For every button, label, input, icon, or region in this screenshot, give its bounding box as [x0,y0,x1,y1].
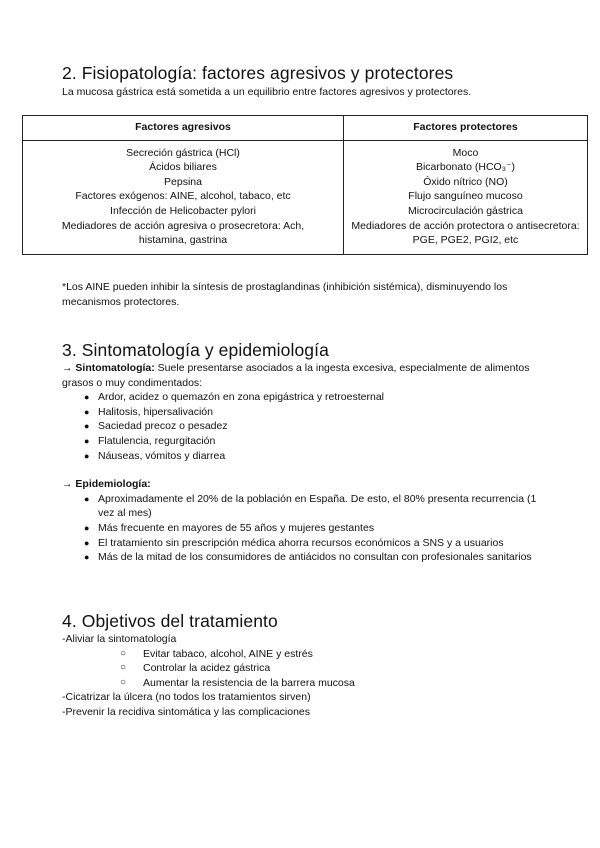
agresivo-item: Mediadores de acción agresiva o prosecretora: Ach, histamina, gastrina [61,219,305,247]
bullet-icon: ● [84,522,90,533]
agresivo-item: Pepsina [164,175,202,188]
bullet-icon: ● [84,450,90,461]
sintomatologia-label: Sintomatología: [75,362,155,374]
section-3-title: 3. Sintomatología y epidemiología [62,340,329,360]
list-item [62,390,552,405]
objective-1: -Aliviar la sintomatología [62,633,177,645]
table-header-row [23,116,588,141]
objective-3: -Prevenir la recidiva sintomática y las complicaciones [62,705,311,718]
agresivo-item: Secreción gástrica (HCl) [126,146,240,159]
symptom-list [62,390,552,463]
protector-item: Bicarbonato (HCO₃⁻) [415,161,516,174]
list-item [62,661,552,676]
protector-item: Moco [452,146,479,159]
table-body-row [23,140,588,254]
agresivo-item: Infección de Helicobacter pylori [110,204,256,217]
list-item-text: Más de la mitad de los consumidores de antiácidos no consultan con profesionales sanitarios [98,551,532,564]
list-item [62,536,552,551]
agresivos-cell [23,140,344,254]
list-item-text: Náuseas, vómitos y diarrea [98,449,226,462]
protector-item: Mediadores de acción protectora o antisecretora: PGE, PGE2, PGI2, etc [351,219,580,247]
aine-note: *Los AINE pueden inhibir la síntesis de prostaglandinas (inhibición sistémica), disminuyendo los mecanismos protectores. [62,281,508,308]
list-item-text: Aproximadamente el 20% de la población en España. De esto, el 80% presenta recurrencia (1 vez al mes) [98,492,537,520]
section-2-title: 2. Fisiopatología: factores agresivos y protectores [62,63,454,83]
arrow-icon: → [62,362,76,374]
agresivo-item: Factores exógenos: AINE, alcohol, tabaco, etc [75,190,291,203]
protector-item: Flujo sanguíneo mucoso [408,190,523,203]
protector-item: Óxido nítrico (NO) [423,175,508,188]
list-item-text: Más frecuente en mayores de 55 años y mujeres gestantes [98,521,375,534]
list-item [62,434,552,449]
list-item [62,521,552,536]
list-item-text: Controlar la acidez gástrica [143,662,271,675]
section-2 [62,62,542,100]
bullet-icon: ● [84,435,90,446]
list-item-text: Evitar tabaco, alcohol, AINE y estrés [143,647,313,660]
sintomatologia-paragraph [62,361,552,390]
epidemiologia-paragraph [62,477,552,492]
list-item [62,492,552,521]
bullet-icon: ● [84,537,90,548]
list-item [62,647,552,662]
list-item-text: Saciedad precoz o pesadez [98,420,228,433]
protectores-cell [344,140,588,254]
arrow-icon: → [62,478,76,491]
sintomatologia-text: Suele presentarse asociados a la ingesta excesiva, especialmente de alimentos grasos o muy condimentados: [62,362,530,389]
section-4 [62,610,552,720]
section-2-intro: La mucosa gástrica está sometida a un equilibrio entre factores agresivos y protectores. [62,86,472,98]
factors-table [22,115,588,255]
list-item [62,550,552,565]
list-item [62,449,552,464]
circle-bullet-icon: ○ [120,662,127,674]
list-item [62,676,552,691]
agresivo-item: Ácidos biliares [149,161,217,174]
circle-bullet-icon: ○ [120,676,127,688]
list-item-text: Aumentar la resistencia de la barrera mucosa [143,676,355,689]
list-item-text: Halitosis, hipersalivación [98,405,213,418]
circle-bullet-icon: ○ [120,647,127,659]
list-item-text: Flatulencia, regurgitación [98,434,216,447]
list-item [62,405,552,420]
section-3 [62,339,552,565]
bullet-icon: ● [84,552,90,563]
bullet-icon: ● [84,406,90,417]
header-protectores: Factores protectores [344,116,588,141]
bullet-icon: ● [84,421,90,432]
list-item-text: Ardor, acidez o quemazón en zona epigástrica y retroesternal [98,391,384,404]
bullet-icon: ● [84,392,90,403]
epidemiologia-label: Epidemiología: [75,478,151,491]
header-agresivos: Factores agresivos [23,116,344,141]
epidemiology-list [62,492,552,565]
list-item [62,419,552,434]
bullet-icon: ● [84,493,90,504]
section-4-title: 4. Objetivos del tratamiento [62,611,278,631]
objective-1-sublist [62,647,552,691]
list-item-text: El tratamiento sin prescripción médica ahorra recursos económicos a SNS y a usuarios [98,536,504,549]
objective-2: -Cicatrizar la úlcera (no todos los tratamientos sirven) [62,691,311,704]
protector-item: Microcirculación gástrica [408,204,523,217]
